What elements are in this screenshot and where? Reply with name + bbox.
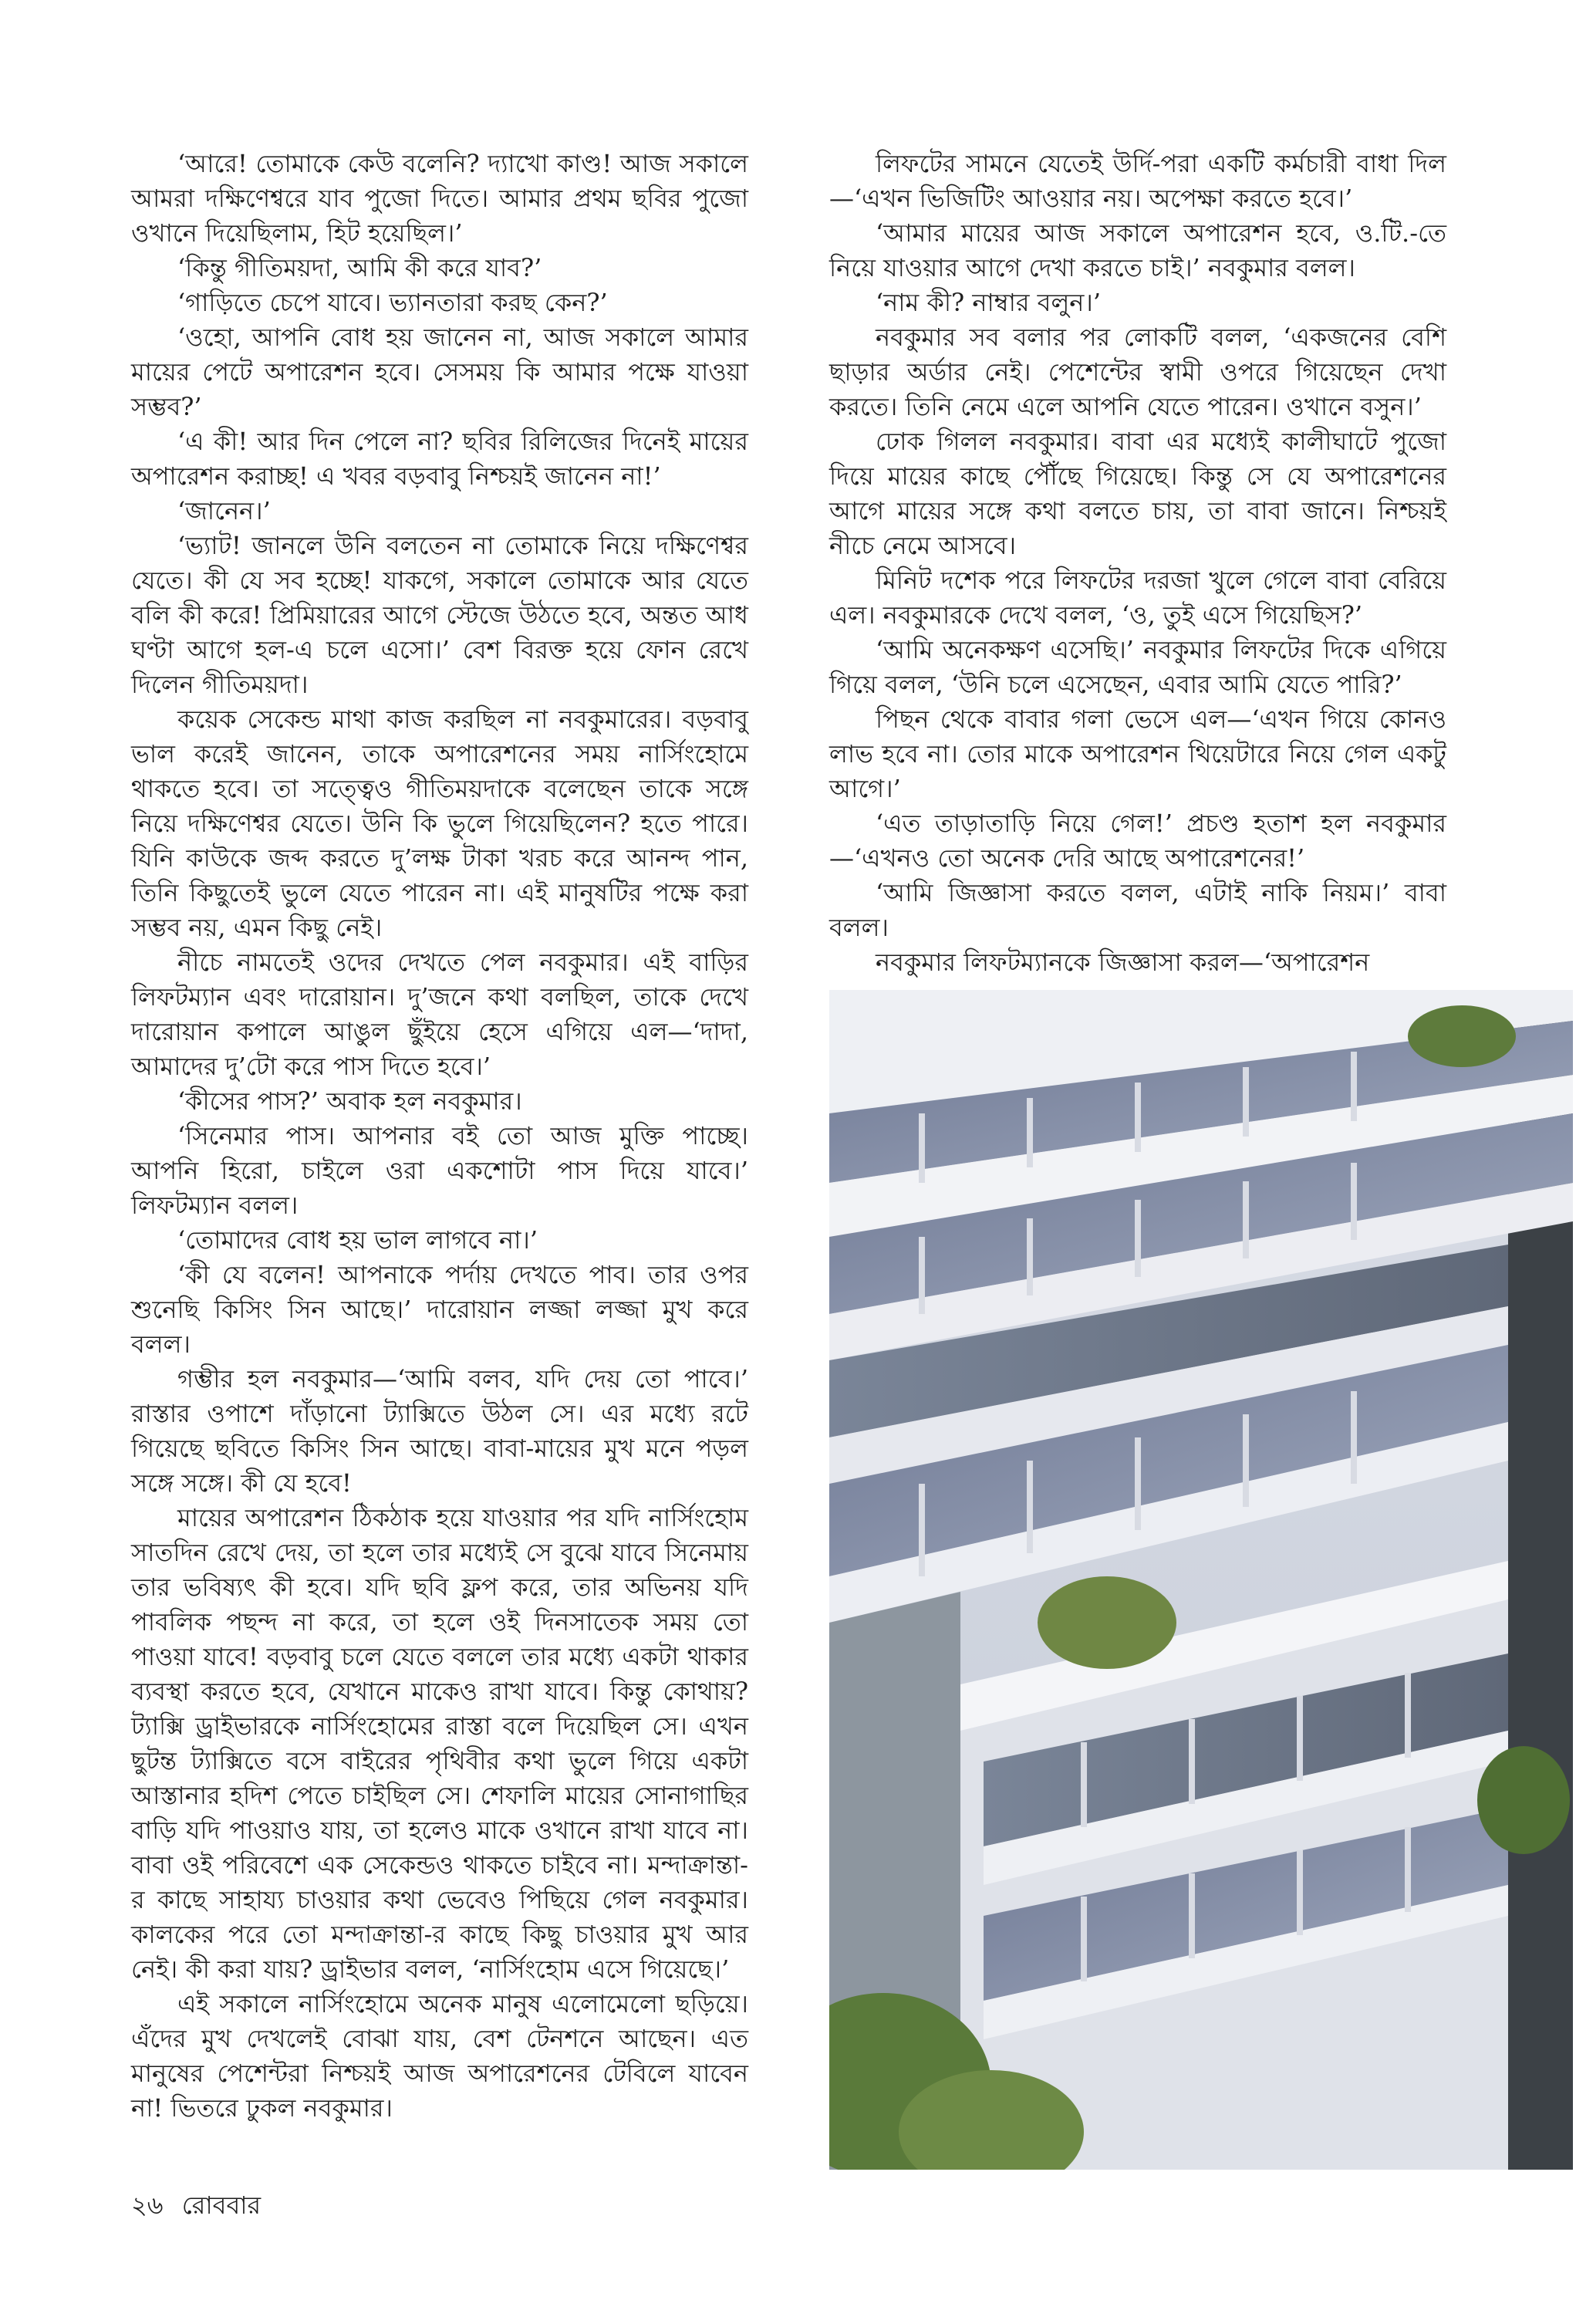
foliage bbox=[1038, 1576, 1176, 1669]
paragraph: ‘কিন্তু গীতিময়দা, আমি কী করে যাব?’ bbox=[177, 253, 542, 282]
paragraph: ‘আমি অনেকক্ষণ এসেছি।’ নবকুমার লিফটের দিকে এগিয়ে গিয়ে বলল, ‘উনি চলে এসেছেন, এবার আমি যেতে পারি?’ bbox=[829, 635, 1446, 699]
building-illustration-svg bbox=[829, 990, 1573, 2170]
paragraph: লিফটের সামনে যেতেই উর্দি-পরা একটি কর্মচারী বাধা দিল—‘এখন ভিজিটিং আওয়ার নয়। অপেক্ষা করতে হবে।’ bbox=[829, 149, 1446, 213]
paragraph: নীচে নামতেই ওদের দেখতে পেল নবকুমার। এই বাড়ির লিফটম্যান এবং দারোয়ান। দু’জনে কথা বলছিল, তাকে দেখে দারোয়ান কপালে আঙুল ছুঁইয়ে হেসে এগিয়ে এল—‘দাদা, আমাদের দু’টো করে পাস দিতে হবে।’ bbox=[131, 948, 748, 1081]
paragraph: ‘গাড়িতে চেপে যাবে। ভ্যানতারা করছ কেন?’ bbox=[177, 288, 608, 317]
foliage bbox=[1408, 1005, 1516, 1067]
magazine-name: রোববার bbox=[181, 2191, 262, 2220]
paragraph: ‘ওহো, আপনি বোধ হয় জানেন না, আজ সকালে আমার মায়ের পেটে অপারেশন হবে। সেসময় কি আমার পক্ষে যাওয়া সম্ভব?’ bbox=[131, 323, 748, 421]
paragraph: ‘ভ্যাট! জানলে উনি বলতেন না তোমাকে নিয়ে দক্ষিণেশ্বর যেতে। কী যে সব হচ্ছে! যাকগে, সকালে তোমাকে আর যেতে বলি কী করে! প্রিমিয়ারের আগে স্টেজে উঠতে হবে, অন্তত আধ ঘণ্টা আগে হল-এ চলে এসো।’ বেশ বিরক্ত হয়ে ফোন রেখে দিলেন গীতিময়দা। bbox=[131, 531, 748, 699]
paragraph: ‘জানেন।’ bbox=[177, 496, 271, 525]
paragraph: ‘তোমাদের বোধ হয় ভাল লাগবে না।’ bbox=[177, 1225, 538, 1255]
paragraph: মিনিট দশেক পরে লিফটের দরজা খুলে গেলে বাবা বেরিয়ে এল। নবকুমারকে দেখে বলল, ‘ও, তুই এসে গিয়েছিস?’ bbox=[829, 566, 1446, 630]
paragraph: পিছন থেকে বাবার গলা ভেসে এল—‘এখন গিয়ে কোনও লাভ হবে না। তোর মাকে অপারেশন থিয়েটারে নিয়ে গেল একটু আগে।’ bbox=[829, 704, 1446, 803]
paragraph: ‘নাম কী? নাম্বার বলুন।’ bbox=[876, 288, 1102, 317]
paragraph: কয়েক সেকেন্ড মাথা কাজ করছিল না নবকুমারের। বড়বাবু ভাল করেই জানেন, তাকে অপারেশনের সময় নার্সিংহোমে থাকতে হবে। তা সত্ত্বেও গীতিময়দাকে বলেছেন তাকে সঙ্গে নিয়ে দক্ষিণেশ্বর যেতে। উনি কি ভুলে গিয়েছিলেন? হতে পারে। যিনি কাউকে জব্দ করতে দু’লক্ষ টাকা খরচ করে আনন্দ পান, তিনি কিছুতেই ভুলে যেতে পারেন না। এই মানুষটির পক্ষে করা সম্ভব নয়, এমন কিছু নেই। bbox=[131, 704, 748, 942]
paragraph: ‘সিনেমার পাস। আপনার বই তো আজ মুক্তি পাচ্ছে। আপনি হিরো, চাইলে ওরা একশোটা পাস দিয়ে যাবে।’ লিফটম্যান বলল। bbox=[131, 1121, 748, 1220]
paragraph: ‘আরে! তোমাকে কেউ বলেনি? দ্যাখো কাণ্ড! আজ সকালে আমরা দক্ষিণেশ্বরে যাব পুজো দিতে। আমার প্রথম ছবির পুজো ওখানে দিয়েছিলাম, হিট হয়েছিল।’ bbox=[131, 149, 748, 248]
paragraph: ‘কীসের পাস?’ অবাক হল নবকুমার। bbox=[177, 1086, 522, 1116]
paragraph: ‘কী যে বলেন! আপনাকে পর্দায় দেখতে পাব। তার ওপর শুনেছি কিসিং সিন আছে।’ দারোয়ান লজ্জা লজ্জা মুখ করে বলল। bbox=[131, 1260, 748, 1359]
page-footer bbox=[131, 2190, 272, 2221]
paragraph: ‘আমি জিজ্ঞাসা করতে বলল, এটাই নাকি নিয়ম।’ বাবা বলল। bbox=[829, 878, 1446, 942]
paragraph: নবকুমার সব বলার পর লোকটি বলল, ‘একজনের বেশি ছাড়ার অর্ডার নেই। পেশেন্টের স্বামী ওপরে গিয়েছেন দেখা করতে। তিনি নেমে এলে আপনি যেতে পারেন। ওখানে বসুন।’ bbox=[829, 323, 1446, 421]
paragraph: নবকুমার লিফটম্যানকে জিজ্ঞাসা করল—‘অপারেশন bbox=[876, 948, 1370, 977]
paragraph: ঢোক গিলল নবকুমার। বাবা এর মধ্যেই কালীঘাটে পুজো দিয়ে মায়ের কাছে পৌঁছে গিয়েছে। কিন্তু সে যে অপারেশনের আগে মায়ের সঙ্গে কথা বলতে চায়, তা বাবা জানে। নিশ্চয়ই নীচে নেমে আসবে। bbox=[829, 427, 1446, 560]
paragraph: গম্ভীর হল নবকুমার—‘আমি বলব, যদি দেয় তো পাবে।’ রাস্তার ওপাশে দাঁড়ানো ট্যাক্সিতে উঠল সে। এর মধ্যে রটে গিয়েছে ছবিতে কিসিং সিন আছে। বাবা-মায়ের মুখ মনে পড়ল সঙ্গে সঙ্গে। কী যে হবে! bbox=[131, 1364, 748, 1498]
right-text-column bbox=[829, 147, 1446, 980]
paragraph: এই সকালে নার্সিংহোমে অনেক মানুষ এলোমেলো ছড়িয়ে। এঁদের মুখ দেখলেই বোঝা যায়, বেশ টেনশনে আছেন। এত মানুষের পেশেন্টরা নিশ্চয়ই আজ অপারেশনের টেবিলে যাবেন না! ভিতরে ঢুকল নবকুমার। bbox=[131, 1989, 748, 2123]
foliage bbox=[1477, 1746, 1570, 1854]
building-illustration bbox=[829, 990, 1573, 2170]
paragraph: ‘এত তাড়াতাড়ি নিয়ে গেল!’ প্রচণ্ড হতাশ হল নবকুমার—‘এখনও তো অনেক দেরি আছে অপারেশনের!’ bbox=[829, 809, 1446, 873]
left-text-column bbox=[131, 147, 748, 2126]
paragraph: ‘এ কী! আর দিন পেলে না? ছবির রিলিজের দিনেই মায়ের অপারেশন করাচ্ছ! এ খবর বড়বাবু নিশ্চয়ই জানেন না!’ bbox=[131, 427, 748, 491]
paragraph: ‘আমার মায়ের আজ সকালে অপারেশন হবে, ও.টি.-তে নিয়ে যাওয়ার আগে দেখা করতে চাই।’ নবকুমার বলল। bbox=[829, 218, 1446, 282]
page-number: ২৬ bbox=[131, 2191, 164, 2220]
paragraph: মায়ের অপারেশন ঠিকঠাক হয়ে যাওয়ার পর যদি নার্সিংহোম সাতদিন রেখে দেয়, তা হলে তার মধ্যেই সে বুঝে যাবে সিনেমায় তার ভবিষ্যৎ কী হবে। যদি ছবি ফ্লপ করে, তার অভিনয় যদি পাবলিক পছন্দ না করে, তা হলে ওই দিনসাতেক সময় তো পাওয়া যাবে! বড়বাবু চলে যেতে বললে তার মধ্যে একটা থাকার ব্যবস্থা করতে হবে, যেখানে মাকেও রাখা যাবে। কিন্তু কোথায়? ট্যাক্সি ড্রাইভারকে নার্সিংহোমের রাস্তা বলে দিয়েছিল সে। এখন ছুটন্ত ট্যাক্সিতে বসে বাইরের পৃথিবীর কথা ভুলে গিয়ে একটা আস্তানার হদিশ পেতে চাইছিল সে। শেফালি মায়ের সোনাগাছির বাড়ি যদি পাওয়াও যায়, তা হলেও মাকে ওখানে রাখা যাবে না। বাবা ওই পরিবেশে এক সেকেন্ডও থাকতে চাইবে না। মন্দাক্রান্তা-র কাছে সাহায্য চাওয়ার কথা ভেবেও পিছিয়ে গেল নবকুমার। কালকের পরে তো মন্দাক্রান্তা-র কাছে কিছু চাওয়ার মুখ আর নেই। কী করা যায়? ড্রাইভার বলল, ‘নার্সিংহোম এসে গিয়েছে।’ bbox=[131, 1503, 748, 1984]
